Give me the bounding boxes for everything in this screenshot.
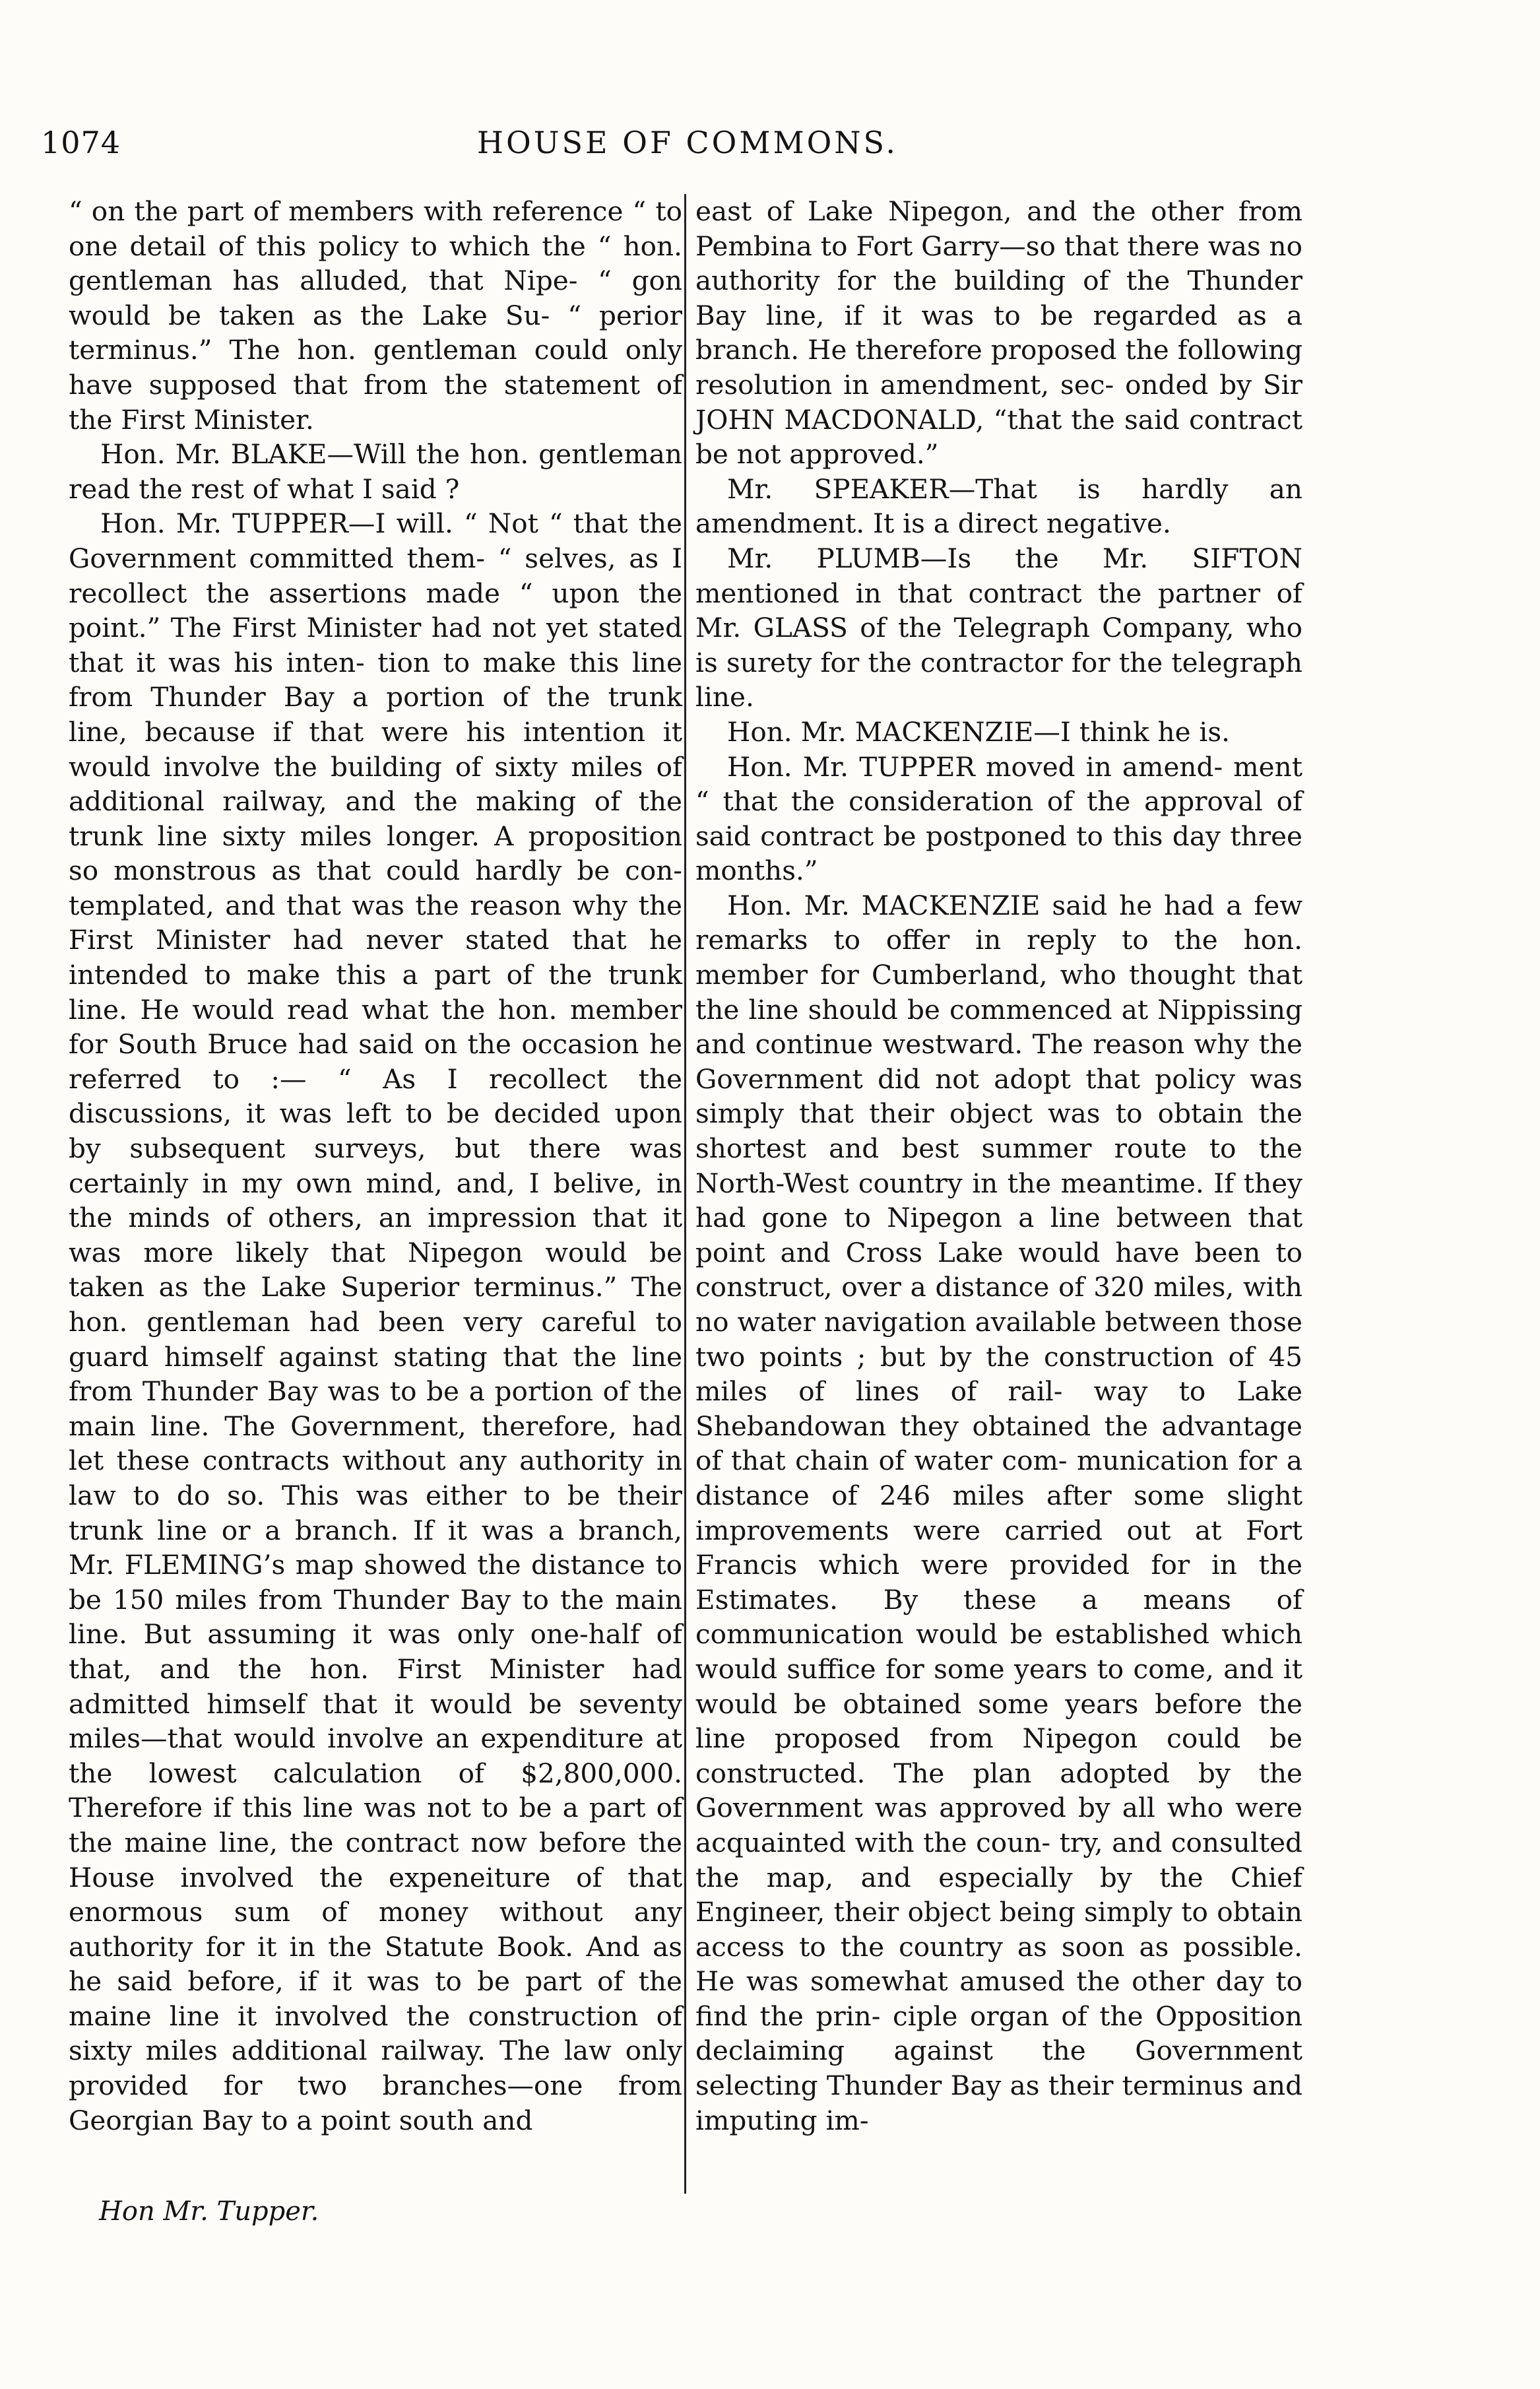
right-paragraph-3: Mr. PLUMB—Is the Mr. SIFTON mentioned in that contract the partner of Mr. GLASS of the Telegraph Company, who is surety for the contractor for the telegraph line. [695,542,1302,713]
right-paragraph-5: Hon. Mr. TUPPER moved in amend- ment “ that the consideration of the approval of said contract be postponed to this day three months.” [695,750,1302,887]
page-number: 1074 [41,125,121,160]
speaker-attribution: Hon Mr. Tupper. [99,2196,319,2227]
page-header [41,116,1334,169]
running-head: HOUSE OF COMMONS. [476,125,899,160]
right-column [695,194,1302,2138]
right-paragraph-4: Hon. Mr. MACKENZIE—I think he is. [727,715,1231,748]
left-paragraph-1: “ on the part of members with reference “ to one detail of this policy to which the “ hon. gentleman has alluded, that Nipe- “ gon would be taken as the Lake Su- “ perior terminus.” The hon. gentleman could only have supposed that from the statement of the First Minister. [69,195,682,436]
right-paragraph-6: Hon. Mr. MACKENZIE said he had a few remarks to offer in reply to the hon. member for Cumberland, who thought that the line should be commenced at Nippissing and continue westward. The reason why the Government did not adopt that policy was simply that their object was to obtain the shortest and best summer route to the North-West country in the meantime. If they had gone to Nipegon a line between that point and Cross Lake would have been to construct, over a distance of 320 miles, with no water navigation available between those two points ; but by the construction of 45 miles of lines of rail- way to Lake Shebandowan they obtained the advantage of that chain of water com- munication for a distance of 246 miles after some slight improvements were carried out at Fort Francis which were provided for in the Estimates. By these a means of communication would be established which would suffice for some years to come, and it would be obtained some years before the line proposed from Nipegon could be constructed. The plan adopted by the Government was approved by all who were acquainted with the coun- try, and consulted the map, and especially by the Chief Engineer, their object being simply to obtain access to the country as soon as possible. He was somewhat amused the other day to find the prin- ciple organ of the Opposition declaiming against the Government selecting Thunder Bay as their terminus and imputing im- [695,889,1302,2136]
column-divider [684,194,686,2194]
right-paragraph-1: east of Lake Nipegon, and the other from Pembina to Fort Garry—so that there was no authority for the building of the Thunder Bay line, if it was to be regarded as a branch. He therefore proposed the following resolution in amendment, sec- onded by Sir JOHN MACDONALD, “that the said contract be not approved.” [695,195,1302,471]
right-paragraph-2: Mr. SPEAKER—That is hardly an amendment. It is a direct negative. [695,473,1302,540]
left-column [69,194,682,2138]
left-paragraph-2: Hon. Mr. BLAKE—Will the hon. gentleman read the rest of what I said ? [69,438,682,505]
left-paragraph-3: Hon. Mr. TUPPER—I will. “ Not “ that the Government committed them- “ selves, as I recollect the assertions made “ upon the point.” The First Minister had not yet stated that it was his inten- tion to make this line from Thunder Bay a portion of the trunk line, because if that were his intention it would involve the building of sixty miles of additional railway, and the making of the trunk line sixty miles longer. A proposition so monstrous as that could hardly be con- templated, and that was the reason why the First Minister had never stated that he intended to make this a part of the trunk line. He would read what the hon. member for South Bruce had said on the occasion he referred to :— “ As I recollect the discussions, it was left to be decided upon by subsequent surveys, but there was certainly in my own mind, and, I belive, in the minds of others, an impression that it was more likely that Nipegon would be taken as the Lake Superior terminus.” The hon. gentleman had been very careful to guard himself against stating that the line from Thunder Bay was to be a portion of the main line. The Government, therefore, had let these contracts without any authority in law to do so. This was either to be their trunk line or a branch. If it was a branch, Mr. FLEMING’s map showed the distance to be 150 miles from Thunder Bay to the main line. But assuming it was only one-half of that, and the hon. First Minister had admitted himself that it would be seventy miles—that would involve an expenditure at the lowest calculation of $2,800,000. Therefore if this line was not to be a part of the maine line, the contract now before the House involved the expeneiture of that enormous sum of money without any authority for it in the Statute Book. And as he said before, if it was to be part of the maine line it involved the construction of sixty miles additional railway. The law only provided for two branches—one from Georgian Bay to a point south and [69,507,682,2136]
